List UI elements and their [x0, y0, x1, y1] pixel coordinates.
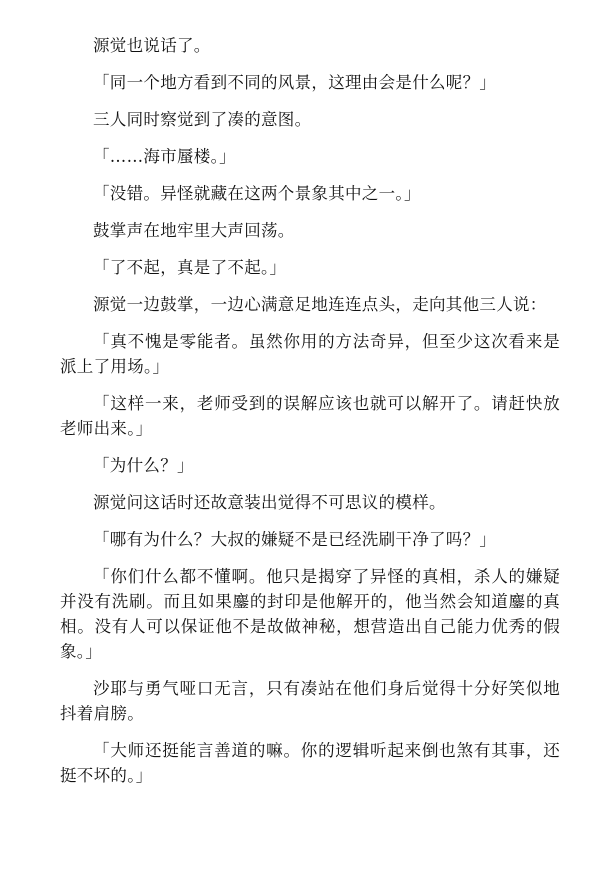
paragraph: 「没错。异怪就藏在这两个景象其中之一。」: [93, 184, 421, 203]
paragraph: 「为什么？」: [93, 456, 194, 475]
paragraph: 「了不起，真是了不起。」: [93, 258, 287, 277]
paragraph: 「……海市蜃楼。」: [93, 147, 236, 166]
paragraph: 源觉问这话时还故意装出觉得不可思议的模样。: [93, 493, 446, 512]
paragraph: 「真不愧是零能者。虽然你用的方法奇异，但至少这次看来是派上了用场。」: [60, 332, 560, 376]
paragraph: 「你们什么都不懂啊。他只是揭穿了异怪的真相，杀人的嫌疑并没有洗刷。而且如果鏖的封印是他解开的，他当然会知道鏖的真相。没有人可以保证他不是故做神秘，想营造出自己能力优秀的假象。」: [60, 567, 560, 661]
paragraph: 鼓掌声在地牢里大声回荡。: [93, 221, 295, 240]
paragraph: 沙耶与勇气哑口无言，只有凑站在他们身后觉得十分好笑似地抖着肩膀。: [60, 679, 560, 723]
document-page: [60, 33, 560, 800]
paragraph: 「这样一来，老师受到的误解应该也就可以解开了。请赶快放老师出来。」: [60, 394, 560, 438]
paragraph: 「哪有为什么？大叔的嫌疑不是已经洗刷干净了吗？」: [93, 530, 497, 549]
paragraph: 源觉也说话了。: [93, 36, 211, 55]
paragraph: 源觉一边鼓掌，一边心满意足地连连点头，走向其他三人说：: [93, 295, 547, 314]
paragraph: 「大师还挺能言善道的嘛。你的逻辑听起来倒也煞有其事，还挺不坏的。」: [60, 741, 560, 785]
paragraph: 「同一个地方看到不同的风景，这理由会是什么呢？」: [93, 73, 497, 92]
paragraph: 三人同时察觉到了凑的意图。: [93, 110, 312, 129]
